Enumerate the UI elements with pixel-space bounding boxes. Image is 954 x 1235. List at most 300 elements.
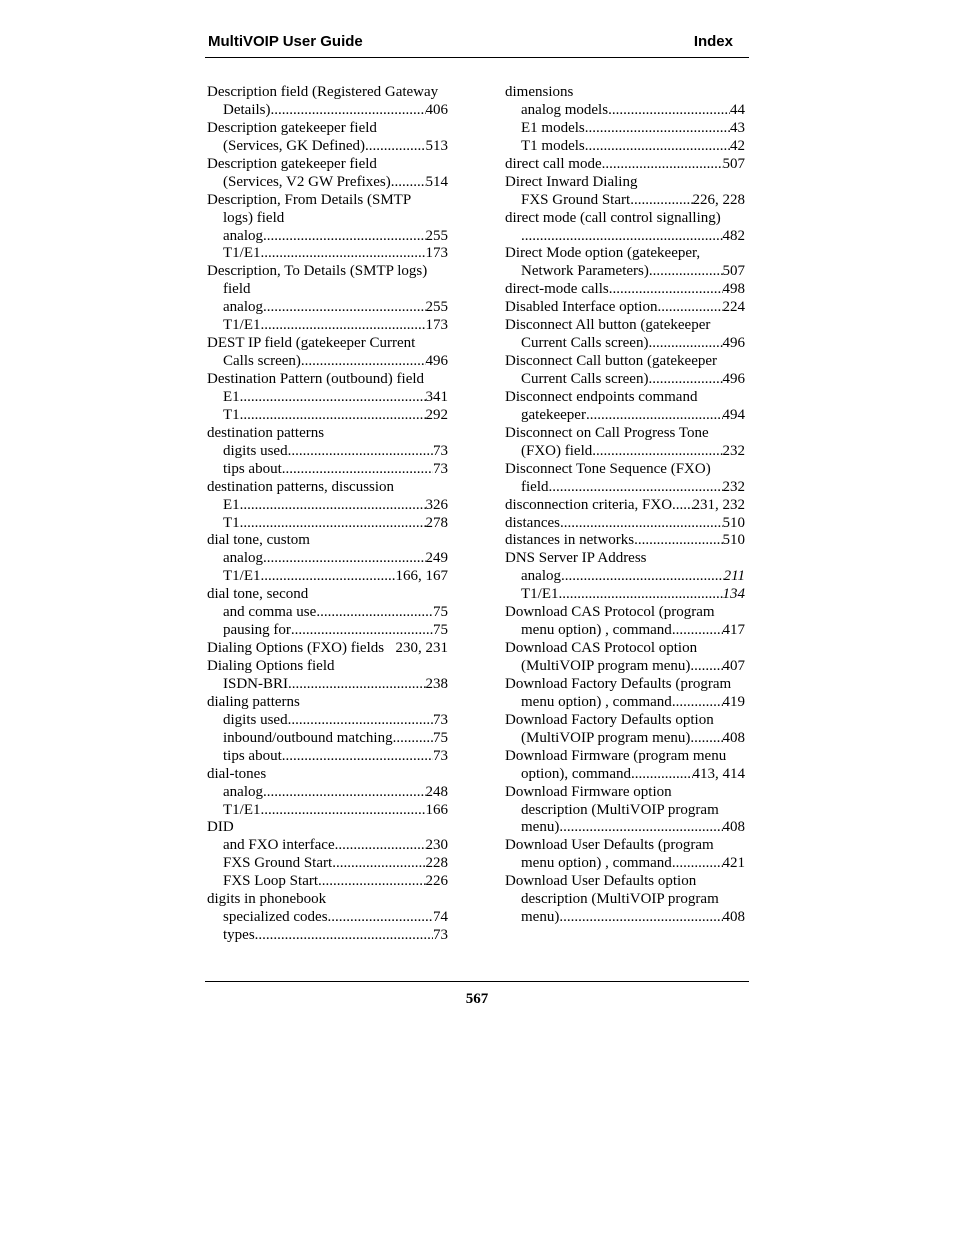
dot-leader	[318, 873, 425, 891]
index-entry	[505, 174, 745, 192]
index-subentry	[505, 694, 745, 712]
dot-leader	[263, 550, 426, 568]
index-subentry	[505, 228, 745, 246]
index-entry	[505, 281, 745, 299]
index-entry	[505, 784, 745, 802]
page-reference: 75	[433, 729, 448, 746]
index-subentry	[207, 299, 448, 317]
dot-leader	[291, 622, 433, 640]
index-entry	[505, 389, 745, 407]
entry-text: menu option) , command	[521, 622, 672, 639]
index-entry	[207, 819, 448, 837]
page-reference: 498	[722, 281, 745, 298]
entry-text: T1/E1	[223, 317, 261, 334]
index-entry	[207, 425, 448, 443]
dot-leader	[328, 909, 433, 927]
entry-text: T1 models	[521, 137, 585, 154]
entry-text: DEST IP field (gatekeeper Current	[207, 335, 416, 352]
entry-text: Disconnect Tone Sequence (FXO)	[505, 460, 711, 477]
index-entry	[505, 461, 745, 479]
dot-leader	[559, 586, 723, 604]
entry-text: disconnection criteria, FXO	[505, 496, 673, 513]
dot-leader	[288, 443, 433, 461]
index-subentry	[505, 371, 745, 389]
entry-text: dial tone, custom	[207, 532, 310, 549]
index-subentry	[207, 210, 448, 228]
index-subentry	[207, 461, 448, 479]
entry-text: pausing for	[223, 622, 291, 639]
index-subentry	[505, 335, 745, 353]
index-subentry	[505, 622, 745, 640]
page-reference: 75	[433, 622, 448, 639]
entry-text: E1 models	[521, 119, 585, 136]
dot-leader	[521, 228, 723, 246]
index-entry	[207, 371, 448, 389]
page-reference: 255	[425, 299, 448, 316]
dot-leader	[690, 730, 722, 748]
index-entry	[207, 586, 448, 604]
entry-text: Destination Pattern (outbound) field	[207, 371, 425, 387]
page-reference: 513	[425, 137, 448, 154]
index-subentry	[207, 407, 448, 425]
dot-leader	[634, 532, 722, 550]
index-subentry	[505, 120, 745, 138]
index-entry	[505, 317, 745, 335]
dot-leader	[316, 604, 433, 622]
entry-text: T1/E1	[223, 568, 261, 585]
page-reference: 341	[425, 388, 448, 405]
index-subentry	[207, 927, 448, 945]
entry-text: and FXO interface	[223, 837, 335, 854]
index-subentry	[207, 228, 448, 246]
page-reference: 408	[722, 909, 745, 926]
page-reference: 507	[722, 263, 745, 280]
header-divider	[205, 57, 749, 58]
entry-text: Description, To Details (SMTP logs)	[207, 263, 428, 280]
entry-text: Download User Defaults option	[505, 873, 697, 890]
dot-leader	[608, 102, 730, 120]
entry-text: Download Factory Defaults option	[505, 711, 714, 728]
index-entry	[207, 658, 448, 676]
index-subentry	[505, 102, 745, 120]
entry-text: Dialing Options (FXO) fields	[207, 640, 385, 657]
dot-leader	[559, 819, 722, 837]
index-entry	[207, 263, 448, 281]
entry-text: T1/E1	[223, 801, 261, 818]
dot-leader	[672, 497, 692, 515]
entry-text: menu)	[521, 819, 560, 836]
index-entry	[505, 299, 745, 317]
entry-text: distances in networks	[505, 532, 635, 549]
page-reference: 211	[723, 568, 745, 585]
dot-leader	[332, 855, 425, 873]
page-reference: 73	[433, 747, 448, 764]
page-reference: 228	[425, 855, 448, 872]
entry-text: Disconnect All button (gatekeeper	[505, 317, 711, 334]
entry-text: logs) field	[223, 209, 285, 226]
entry-text: FXS Loop Start	[223, 873, 319, 890]
index-subentry	[505, 891, 745, 909]
page-reference: 230, 231	[395, 640, 448, 657]
page-reference: 232	[722, 478, 745, 495]
index-subentry	[207, 712, 448, 730]
page-reference: 496	[722, 335, 745, 352]
index-subentry	[207, 138, 448, 156]
dot-leader	[609, 281, 723, 299]
index-entry	[207, 694, 448, 712]
index-subentry	[207, 748, 448, 766]
index-subentry	[207, 443, 448, 461]
index-subentry	[207, 909, 448, 927]
dot-leader	[263, 784, 426, 802]
entry-text: types	[223, 927, 255, 944]
index-subentry	[207, 389, 448, 407]
index-entry	[505, 497, 745, 515]
index-entry	[505, 353, 745, 371]
page-reference: 278	[425, 514, 448, 531]
entry-text: E1	[223, 388, 240, 405]
page-reference: 73	[433, 711, 448, 728]
page-reference: 407	[722, 658, 745, 674]
dot-leader	[648, 335, 722, 353]
entry-text: direct-mode calls	[505, 281, 609, 298]
index-entry	[505, 873, 745, 891]
page-reference: 496	[722, 371, 745, 387]
entry-text: analog	[223, 550, 263, 567]
page-reference: 514	[425, 173, 448, 190]
page-reference: 231, 232	[692, 496, 745, 513]
page-reference: 238	[425, 675, 448, 692]
entry-text: distances	[505, 514, 560, 531]
page-reference: 507	[722, 155, 745, 172]
index-subentry	[505, 443, 745, 461]
entry-text: analog	[521, 568, 561, 585]
dot-leader	[261, 245, 426, 263]
dot-leader	[288, 676, 425, 694]
dot-leader	[672, 622, 723, 640]
entry-text: digits in phonebook	[207, 891, 327, 908]
dot-leader	[690, 658, 722, 676]
entry-text: tips about	[223, 460, 282, 477]
index-subentry	[207, 102, 448, 120]
entry-text: field	[521, 478, 549, 495]
index-entry	[505, 245, 745, 263]
dot-leader	[240, 407, 426, 425]
entry-text: dimensions	[505, 84, 574, 100]
entry-text: T1/E1	[521, 586, 559, 603]
index-subentry	[505, 855, 745, 873]
index-subentry	[505, 263, 745, 281]
index-entry	[505, 532, 745, 550]
footer-divider	[205, 981, 749, 982]
page-number: 567	[465, 991, 489, 1007]
index-column-left	[207, 84, 448, 945]
index-entry	[207, 891, 448, 909]
dot-leader	[592, 443, 722, 461]
dot-leader	[365, 138, 425, 156]
index-subentry	[505, 407, 745, 425]
index-entry	[505, 550, 745, 568]
entry-text: dial-tones	[207, 765, 267, 782]
index-entry	[505, 712, 745, 730]
index-subentry	[207, 568, 448, 586]
dot-leader	[648, 371, 722, 389]
index-subentry	[207, 873, 448, 891]
entry-text: T1	[223, 406, 240, 423]
index-subentry	[505, 586, 745, 604]
page-reference: 75	[433, 604, 448, 621]
entry-text: digits used	[223, 442, 288, 459]
page-reference: 173	[425, 317, 448, 334]
entry-text: description (MultiVOIP program	[521, 801, 719, 818]
page-reference: 226, 228	[692, 191, 745, 208]
index-entry	[207, 120, 448, 138]
dot-leader	[263, 299, 426, 317]
index-subentry	[207, 837, 448, 855]
dot-leader	[602, 156, 723, 174]
page-reference: 248	[425, 783, 448, 800]
entry-text: Download User Defaults (program	[505, 837, 714, 854]
page-reference: 408	[722, 819, 745, 836]
index-subentry	[207, 622, 448, 640]
index-subentry	[207, 245, 448, 263]
entry-text: T1/E1	[223, 245, 261, 262]
index-subentry	[207, 281, 448, 299]
entry-text: Calls screen)	[223, 353, 301, 370]
page-reference: 134	[722, 586, 745, 603]
index-subentry	[207, 802, 448, 820]
entry-text: Download CAS Protocol option	[505, 640, 698, 657]
section-title: Index	[693, 33, 733, 50]
entry-text: Current Calls screen)	[521, 335, 649, 352]
dot-leader	[631, 766, 693, 784]
page-reference: 419	[722, 693, 745, 710]
index-column-right	[505, 84, 745, 927]
page-reference: 226	[425, 873, 448, 890]
index-entry	[207, 479, 448, 497]
entry-text: Direct Inward Dialing	[505, 173, 638, 190]
entry-text: FXS Ground Start	[223, 855, 333, 872]
entry-text: Description gatekeeper field	[207, 119, 377, 136]
index-entry	[207, 84, 448, 102]
index-subentry	[207, 353, 448, 371]
entry-text: inbound/outbound matching	[223, 729, 393, 746]
index-subentry	[207, 784, 448, 802]
dot-leader	[261, 568, 396, 586]
index-subentry	[207, 515, 448, 533]
entry-text: specialized codes	[223, 909, 328, 926]
entry-text: Disabled Interface option	[505, 299, 658, 316]
entry-text: menu option) , command	[521, 855, 672, 872]
index-entry	[207, 532, 448, 550]
dot-leader	[585, 120, 730, 138]
page-reference: 249	[425, 550, 448, 567]
entry-text: (MultiVOIP program menu)	[521, 658, 691, 674]
page-reference: 417	[722, 622, 745, 639]
entry-text: Direct Mode option (gatekeeper,	[505, 245, 701, 262]
index-entry	[207, 335, 448, 353]
entry-text: Current Calls screen)	[521, 371, 649, 387]
index-entry	[505, 748, 745, 766]
index-subentry	[505, 730, 745, 748]
entry-text: FXS Ground Start	[521, 191, 631, 208]
entry-text: analog	[223, 299, 263, 316]
page-reference: 74	[433, 909, 448, 926]
page-reference: 232	[722, 442, 745, 459]
page-reference: 494	[722, 406, 745, 423]
page-reference: 326	[425, 496, 448, 513]
dot-leader	[282, 461, 433, 479]
index-entry	[505, 515, 745, 533]
index-entry	[505, 604, 745, 622]
index-entry	[505, 425, 745, 443]
index-entry	[505, 837, 745, 855]
dot-leader	[561, 568, 724, 586]
page-reference: 73	[433, 927, 448, 944]
entry-text: destination patterns	[207, 424, 325, 441]
entry-text: analog models	[521, 101, 609, 118]
dot-leader	[335, 837, 426, 855]
entry-text: Disconnect Call button (gatekeeper	[505, 353, 718, 370]
dot-leader	[657, 299, 722, 317]
entry-text: Download Firmware (program menu	[505, 747, 727, 764]
index-entry	[505, 676, 745, 694]
entry-text: Description, From Details (SMTP	[207, 191, 412, 208]
dot-leader	[672, 694, 723, 712]
entry-text: (MultiVOIP program menu)	[521, 729, 691, 746]
entry-text: Disconnect on Call Progress Tone	[505, 424, 709, 441]
entry-text: DNS Server IP Address	[505, 550, 647, 567]
dot-leader	[585, 138, 730, 156]
dot-leader	[559, 909, 722, 927]
entry-text: menu option) , command	[521, 693, 672, 710]
entry-text: Download CAS Protocol (program	[505, 604, 715, 621]
index-subentry	[207, 730, 448, 748]
dot-leader	[391, 174, 426, 192]
index-subentry	[207, 676, 448, 694]
entry-text: E1	[223, 496, 240, 513]
page-reference: 496	[425, 353, 448, 370]
dot-leader	[263, 228, 426, 246]
page-reference: 173	[425, 245, 448, 262]
index-entry	[505, 210, 745, 228]
index-subentry	[207, 174, 448, 192]
entry-text: destination patterns, discussion	[207, 478, 395, 495]
entry-text: description (MultiVOIP program	[521, 891, 719, 908]
entry-text: (FXO) field	[521, 442, 593, 459]
entry-text: Dialing Options field	[207, 658, 335, 674]
entry-text: tips about	[223, 747, 282, 764]
entry-text: digits used	[223, 711, 288, 728]
index-subentry	[505, 192, 745, 210]
dot-leader	[240, 515, 426, 533]
entry-text: Disconnect endpoints command	[505, 388, 698, 405]
page-reference: 406	[425, 101, 448, 118]
entry-text: analog	[223, 227, 263, 244]
entry-text: DID	[207, 819, 234, 836]
dot-leader	[672, 855, 723, 873]
page-reference: 224	[722, 299, 745, 316]
dot-leader	[630, 192, 692, 210]
page-reference: 44	[730, 101, 745, 118]
index-entry	[207, 192, 448, 210]
index-subentry	[505, 802, 745, 820]
entry-text: Description gatekeeper field	[207, 155, 377, 172]
dot-leader	[240, 497, 426, 515]
page-reference: 166, 167	[395, 568, 448, 585]
guide-title: MultiVOIP User Guide	[208, 33, 363, 50]
page-reference: 408	[722, 729, 745, 746]
page-reference: 510	[722, 514, 745, 531]
dot-leader	[549, 479, 723, 497]
index-subentry	[505, 819, 745, 837]
dot-leader	[240, 389, 426, 407]
index-subentry	[505, 479, 745, 497]
entry-text: (Services, GK Defined)	[223, 137, 366, 154]
index-subentry	[505, 658, 745, 676]
index-subentry	[505, 909, 745, 927]
dot-leader	[301, 353, 426, 371]
entry-text: direct mode (call control signalling)	[505, 209, 721, 226]
entry-text: gatekeeper	[521, 406, 586, 423]
index-subentry	[207, 317, 448, 335]
entry-text: (Services, V2 GW Prefixes)	[223, 173, 391, 190]
page-reference: 421	[722, 855, 745, 872]
page-reference: 43	[730, 119, 745, 136]
dot-leader	[586, 407, 723, 425]
entry-text: menu)	[521, 909, 560, 926]
page-reference: 73	[433, 442, 448, 459]
page-reference: 230	[425, 837, 448, 854]
page-reference: 413, 414	[692, 765, 745, 782]
dot-leader	[649, 263, 723, 281]
page-reference: 166	[425, 801, 448, 818]
page-reference: 255	[425, 227, 448, 244]
dot-leader	[261, 317, 426, 335]
dot-leader	[393, 730, 433, 748]
index-entry	[207, 156, 448, 174]
index-subentry	[207, 497, 448, 515]
entry-text: and comma use	[223, 604, 317, 621]
entry-text: T1	[223, 514, 240, 531]
entry-text: dialing patterns	[207, 693, 300, 710]
dot-leader	[261, 802, 426, 820]
dot-leader	[560, 515, 723, 533]
entry-text: dial tone, second	[207, 586, 309, 603]
index-subentry	[505, 138, 745, 156]
dot-leader	[288, 712, 433, 730]
page-reference: 73	[433, 460, 448, 477]
entry-text: ISDN-BRI	[223, 675, 289, 692]
entry-text: Network Parameters)	[521, 263, 649, 280]
index-subentry	[207, 855, 448, 873]
entry-text: Download Firmware option	[505, 783, 672, 800]
index-entry	[207, 766, 448, 784]
entry-text: direct call mode	[505, 155, 602, 172]
page-reference: 42	[730, 137, 745, 154]
entry-text: option), command	[521, 765, 631, 782]
index-subentry	[505, 568, 745, 586]
entry-text: field	[223, 281, 251, 298]
page-reference: 510	[722, 532, 745, 549]
page-reference: 482	[722, 227, 745, 244]
index-subentry	[207, 550, 448, 568]
entry-text: Details)	[223, 101, 271, 118]
page-reference: 292	[425, 406, 448, 423]
index-entry	[505, 156, 745, 174]
entry-text: Download Factory Defaults (program	[505, 675, 732, 692]
index-subentry	[207, 604, 448, 622]
